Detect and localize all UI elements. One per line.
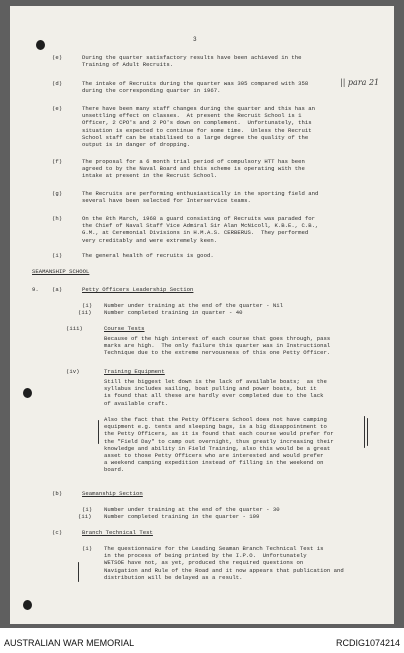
training-equipment-line: equipment e.g. tents and sleeping bags, is a big disappointment to — [104, 423, 327, 431]
item-text-line: intake at present in the Recruit School. — [82, 172, 218, 180]
margin-bracket-right-2 — [367, 418, 368, 446]
item-text-line: There have been many staff changes during the quarter and this has an — [82, 105, 315, 112]
item-text-line: the Chief of Naval Staff Vice Admiral Sir Alan McNicoll, K.B.E., C.B., — [82, 222, 319, 230]
footer-reference: RCDIG1074214 — [335, 638, 400, 648]
subsection-b-heading: Seamanship Section — [82, 490, 143, 497]
sub-a-iii-heading: Course Tests — [104, 325, 145, 332]
branch-test-line: Navigation and Rule of the Road and it now appears that publication and — [104, 566, 344, 574]
branch-test-line: WETSOE have not, as yet, produced the required questions on — [104, 559, 304, 567]
item-label: (e) — [52, 54, 63, 61]
training-equipment-line: syllabus includes sailing, boat pulling and power boats, but it — [104, 385, 317, 393]
item-text-line: Training of Adult Recruits. — [82, 61, 174, 69]
item-label: (g) — [52, 190, 63, 197]
training-equipment-line: Still the biggest let down is the lack of available boats; as the — [104, 378, 327, 385]
course-tests-line: Because of the high interest of each course that goes through, pass — [104, 335, 331, 342]
sub-b-list-num-2: (ii) — [78, 513, 92, 520]
sub-a-iii-num: (iii) — [66, 325, 83, 332]
subsection-a-heading: Petty Officers Leadership Section — [82, 286, 194, 293]
sub-a-list-num-2: (ii) — [78, 309, 92, 316]
item-text-line: The intake of Recruits during the quarter was 305 compared with 358 — [82, 80, 309, 87]
training-equipment-line: board. — [104, 466, 125, 474]
item-text-line: agreed to by the Naval Board and this scheme is operating with the — [82, 165, 305, 173]
item-text-line: output is in danger of dropping. — [82, 141, 191, 148]
subsection-c-label: (c) — [52, 529, 63, 536]
sub-a-list-num-1: (i) — [82, 302, 93, 309]
subsection-b-label: (b) — [52, 490, 63, 497]
branch-test-line: in the process of being printed by the I.P.O. Unfortunately — [104, 552, 307, 560]
margin-bracket-right — [364, 416, 365, 448]
item-text-line: unsettling effect on classes. At present the Recruit School is 1 — [82, 112, 302, 120]
item-label: (d) — [52, 80, 63, 87]
training-equipment-line: the Petty Officers, as it is found that each course would prefer for — [104, 430, 334, 438]
training-equipment-line: the "Field Day" to camp out overnight, thus greatly increasing their — [104, 437, 334, 445]
document-page — [10, 6, 394, 624]
training-equipment-line: of available craft. — [104, 399, 169, 407]
item-text-line: During the quarter satisfactory results have been achieved in the — [82, 54, 302, 61]
training-equipment-line: knowledge and ability in Field Training, also this would be a great — [104, 444, 331, 452]
punch-hole-bottom — [23, 600, 32, 610]
footer-institution: AUSTRALIAN WAR MEMORIAL — [4, 638, 135, 648]
training-equipment-line: Also the fact that the Petty Officers School does not have camping — [104, 416, 327, 423]
branch-test-line: distribution will be delayed as a result. — [104, 573, 243, 581]
margin-annotation: || para 21 — [340, 78, 380, 87]
training-equipment-line: asset to those Petty Officers who are interested and would prefer — [104, 452, 324, 459]
punch-hole-middle — [23, 388, 32, 398]
item-label: (e) — [52, 105, 63, 112]
training-equipment-line: a weekend camping expedition instead of filling in the weekend on — [104, 459, 324, 467]
sub-a-iv-num: (iv) — [66, 368, 80, 375]
item-text-line: The proposal for a 6 month trial period of compulsory HTT has been — [82, 158, 305, 165]
paragraph-number: 9. — [32, 286, 39, 293]
item-text-line: The general health of recruits is good. — [82, 252, 214, 259]
item-text-line: On the 8th March, 1968 a guard consisting of Recruits was paraded for — [82, 215, 315, 222]
sub-c-i-num: (i) — [82, 545, 93, 552]
item-label: (i) — [52, 252, 63, 259]
item-text-line: situation is expected to continue for some time. Unless the Recruit — [82, 126, 312, 134]
item-label: (h) — [52, 215, 63, 222]
sub-a-list-text-1: Number under training at the end of the quarter - Nil — [104, 302, 283, 309]
item-text-line: during the corresponding quarter in 1967. — [82, 87, 221, 95]
item-label: (f) — [52, 158, 63, 165]
item-text-line: Officer, 2 CPO's and 2 PO's down on complement. Unfortunately, this — [82, 119, 312, 127]
course-tests-line: Technique due to the extreme nervousness of this one Petty Officer. — [104, 349, 331, 357]
margin-bracket-left — [98, 420, 99, 444]
page-number: 3 — [193, 36, 197, 43]
sub-b-list-num-1: (i) — [82, 506, 93, 513]
branch-test-line: The questionnaire for the Leading Seaman Branch Technical Test is — [104, 545, 324, 552]
sub-a-iv-heading: Training Equipment — [104, 368, 165, 375]
item-text-line: G.M., at Ceremonial Divisions in H.M.A.S. CERBERUS. They performed — [82, 229, 309, 237]
sub-b-list-text-2: Number completed training in the quarter - 109 — [104, 513, 260, 520]
margin-bracket-c — [78, 562, 79, 582]
item-text-line: several have been selected for Interservice teams. — [82, 197, 251, 205]
archive-footer — [0, 628, 404, 653]
course-tests-line: marks are high. The only failure this quarter was in Instructional — [104, 342, 331, 350]
section-heading: SEAMANSHIP SCHOOL — [32, 268, 90, 275]
training-equipment-line: is found that all these are hardly ever completed due to the lack — [104, 392, 324, 400]
punch-hole-top — [36, 40, 45, 50]
item-text-line: The Recruits are performing enthusiastically in the sporting field and — [82, 190, 319, 197]
subsection-a-label: (a) — [52, 286, 63, 293]
subsection-c-heading: Branch Technical Test — [82, 529, 153, 536]
sub-b-list-text-1: Number under training at the end of the quarter - 30 — [104, 506, 280, 513]
item-text-line: very creditably and were extremely keen. — [82, 236, 218, 244]
sub-a-list-text-2: Number completed training in quarter - 40 — [104, 309, 243, 316]
item-text-line: School staff can be stabilised to a large degree the quality of the — [82, 133, 309, 141]
